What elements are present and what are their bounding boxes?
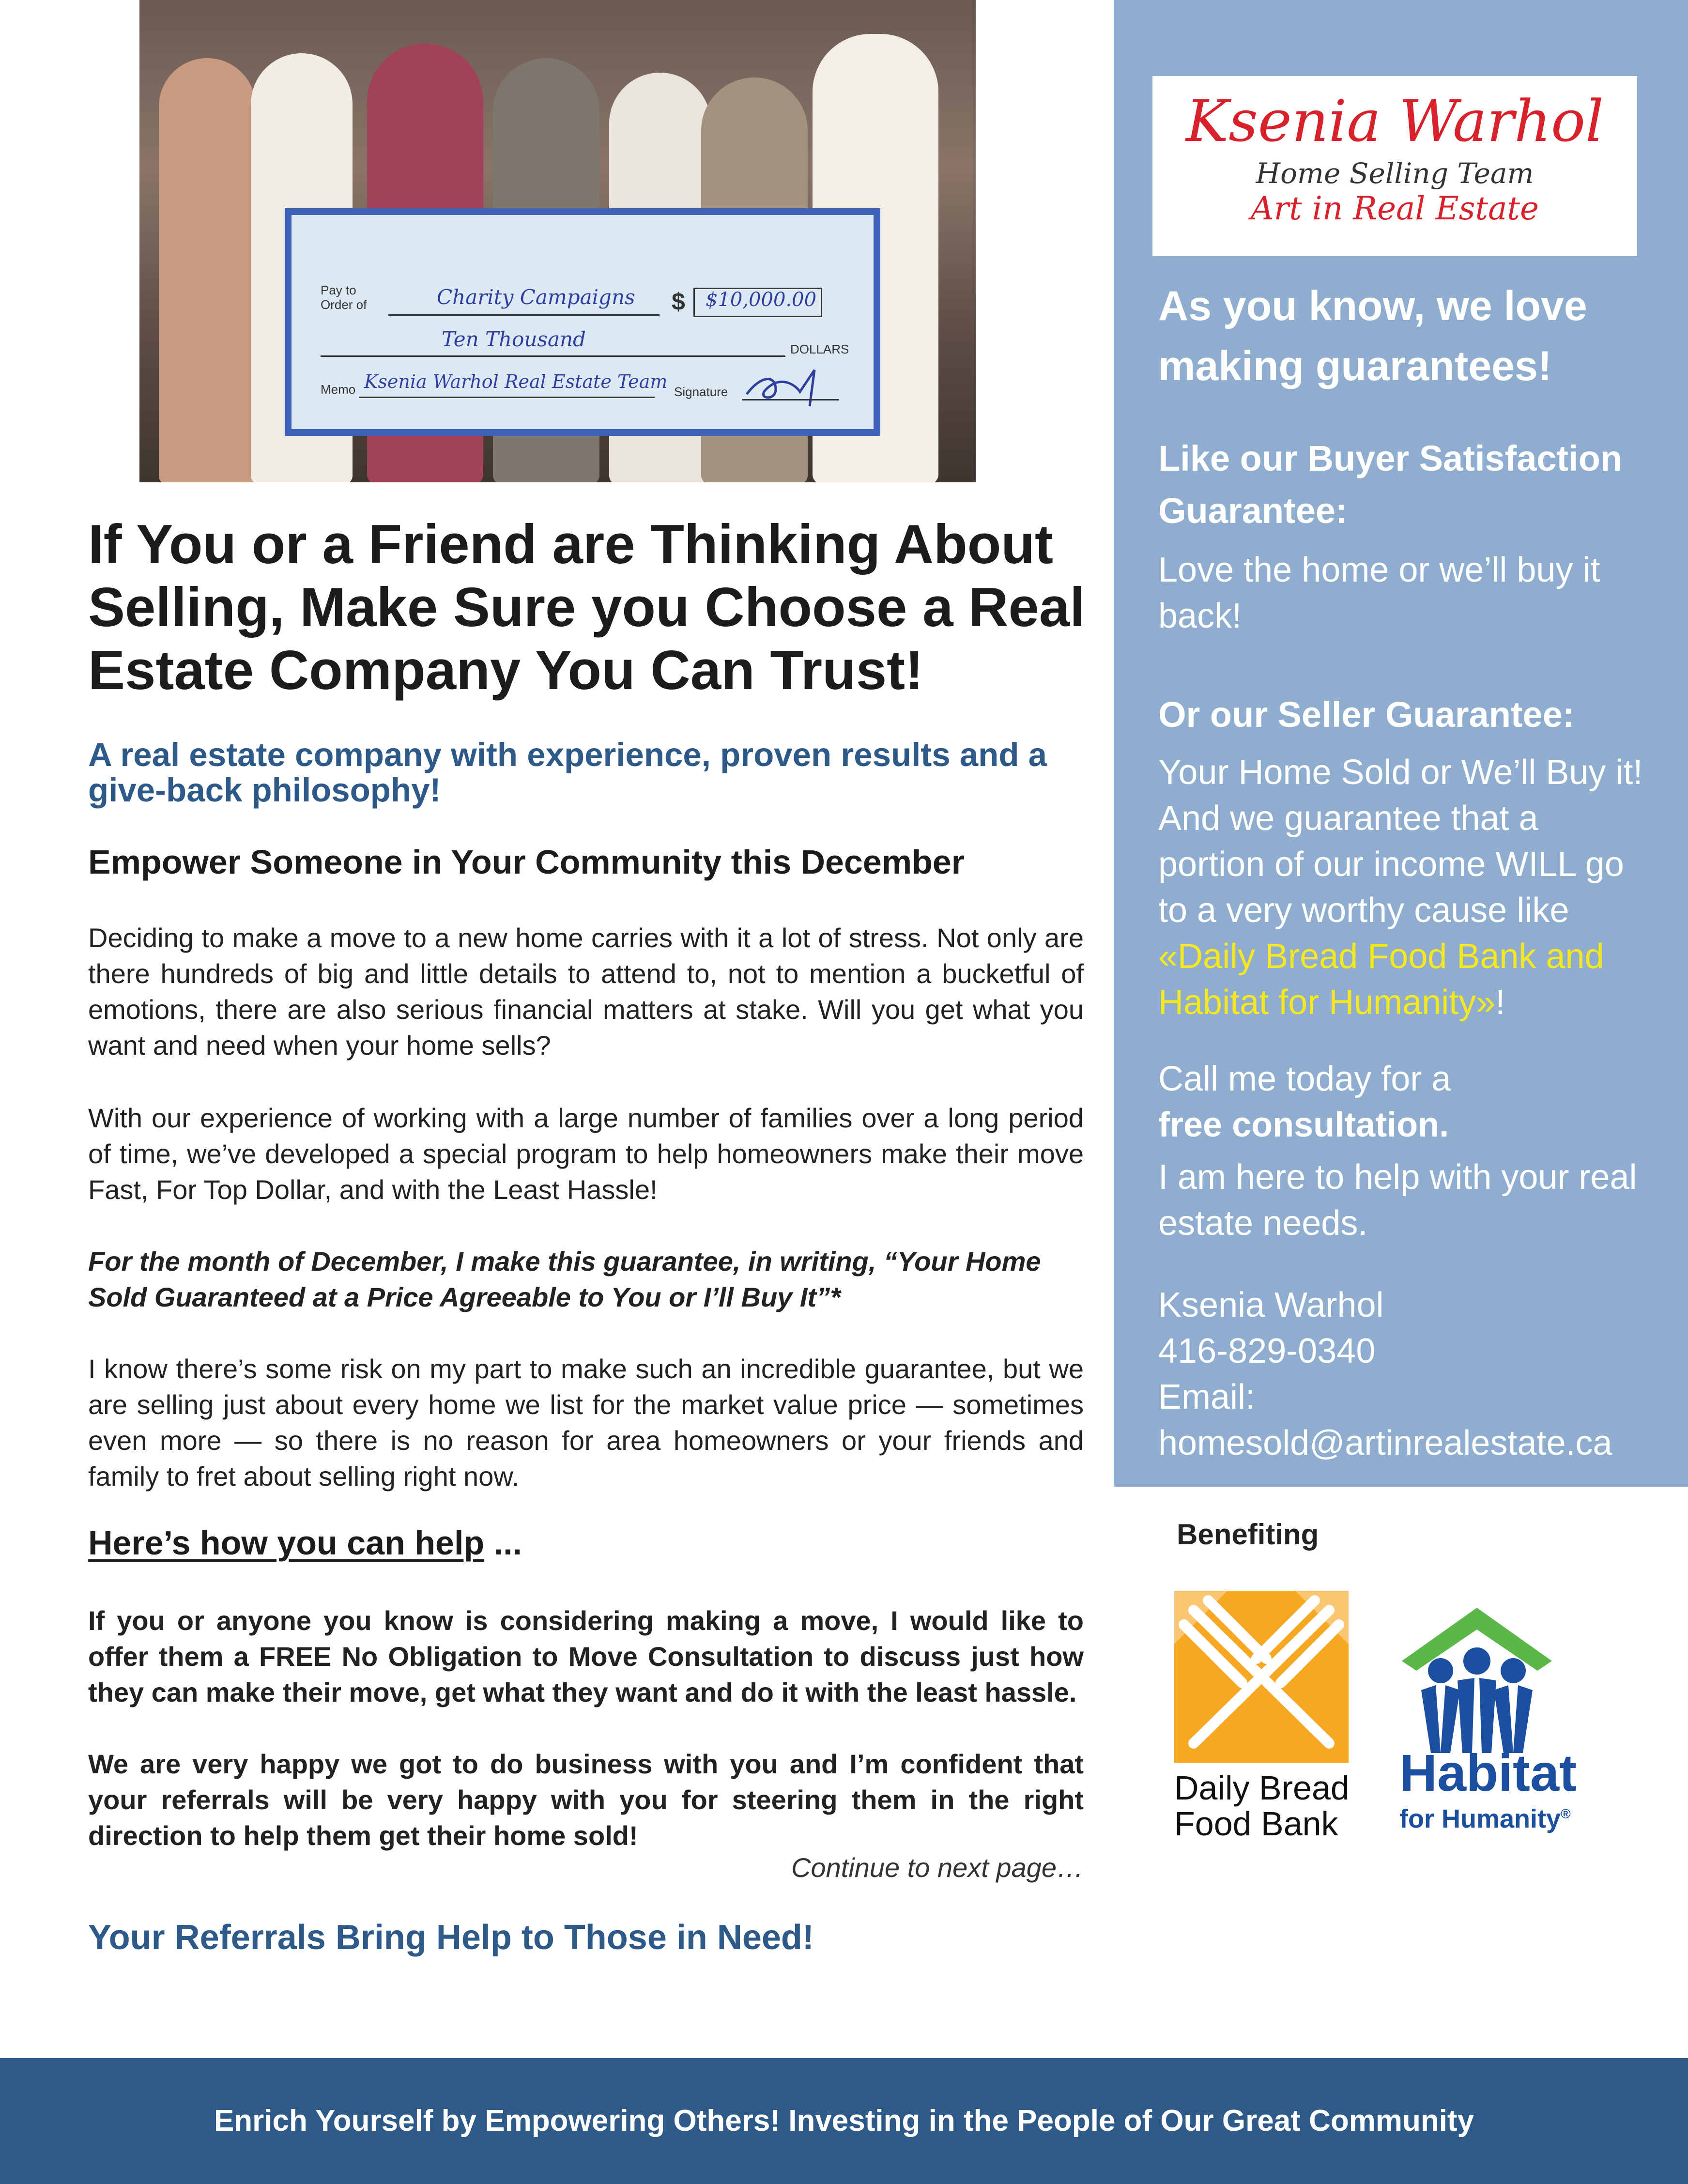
call-bold: free consultation. xyxy=(1158,1106,1449,1144)
habitat-subtext xyxy=(1399,1799,1603,1833)
logo-brand-name: Ksenia Warhol xyxy=(1186,88,1604,154)
buyer-guarantee-text: Love the home or we’ll buy it back! xyxy=(1158,551,1600,635)
contact-email-label: Email: xyxy=(1158,1378,1256,1416)
daily-bread-logo-icon xyxy=(1174,1591,1349,1763)
paragraph-experience: With our experience of working with a large number of families over a long period of time, we’ve developed a special program to help homeowners make their move Fast, For Top Dollar, and with the Least Hassle! xyxy=(88,1103,1084,1205)
seller-guarantee-text xyxy=(1158,750,1652,1026)
call-to-action xyxy=(1158,1056,1652,1148)
check-signature-label: Signature xyxy=(674,385,728,399)
logo-tagline: Art in Real Estate xyxy=(1251,190,1539,227)
help-heading xyxy=(88,1523,522,1563)
brand-logo xyxy=(1152,76,1637,256)
benefiting-label: Benefiting xyxy=(1177,1518,1319,1551)
contact-name: Ksenia Warhol xyxy=(1158,1286,1384,1324)
continue-note: Continue to next page… xyxy=(791,1852,1084,1883)
footer-banner: Enrich Yourself by Empowering Others! Investing in the People of Our Great Community xyxy=(0,2058,1688,2184)
check-pay-to-label: Pay to Order of xyxy=(321,283,367,312)
habitat-name xyxy=(1399,1743,1603,1833)
help-heading-ellipsis: ... xyxy=(484,1524,522,1562)
habitat-subtext-label: for Humanity xyxy=(1399,1804,1561,1833)
help-text: I am here to help with your real estate needs. xyxy=(1158,1158,1637,1243)
check-signature-scribble xyxy=(742,365,834,409)
call-text: Call me today for a xyxy=(1158,1060,1451,1098)
habitat-logo-icon xyxy=(1392,1598,1562,1758)
seller-guarantee-heading: Or our Seller Guarantee: xyxy=(1158,694,1575,735)
section-title: Empower Someone in Your Community this December xyxy=(88,843,965,881)
help-paragraph-consultation: If you or anyone you know is considering making a move, I would like to offer them a FREE No Obligation to Move Consultation to discuss just how they can make their move, get what they want and do it with the least hassle. xyxy=(88,1605,1084,1707)
check-payee-line xyxy=(388,314,660,316)
check-memo: Ksenia Warhol Real Estate Team xyxy=(364,371,668,392)
habitat-wordmark: Habitat xyxy=(1399,1743,1577,1802)
guarantee-statement: For the month of December, I make this guarantee, in writing, “Your Home Sold Guaranteed at a Price Agreeable to You or I’ll Buy It”* xyxy=(88,1246,1041,1312)
contact-phone: 416-829-0340 xyxy=(1158,1332,1376,1370)
help-paragraph-referrals: We are very happy we got to do business with you and I’m confident that your referrals will be very happy with you for steering them in the right direction to help them get their home sold! xyxy=(88,1749,1084,1851)
check-words-line xyxy=(321,355,785,357)
contact-info xyxy=(1158,1282,1652,1466)
habitat-registered-mark: ® xyxy=(1561,1806,1571,1821)
check-payee: Charity Campaigns xyxy=(437,285,635,309)
check-currency-symbol: $ xyxy=(672,288,685,315)
check-memo-label: Memo xyxy=(321,382,356,397)
paragraph-stress: Deciding to make a move to a new home carries with it a lot of stress. Not only are there hundreds of big and little details to attend to, not to mention a bucketful of emotions, there are also serious financial matters at stake. Will you get what you want and need when your home sells? xyxy=(88,923,1084,1061)
check-amount-words: Ten Thousand xyxy=(442,327,586,351)
photo-person xyxy=(159,58,256,482)
logo-team: Home Selling Team xyxy=(1256,157,1534,190)
check-amount: $10,000.00 xyxy=(706,289,817,311)
page-headline: If You or a Friend are Thinking About Selling, Make Sure you Choose a Real Estate Company You Can Trust! xyxy=(88,514,1085,701)
seller-guarantee-body: Your Home Sold or We’ll Buy it! And we guarantee that a portion of our income WILL go to a very worthy cause like xyxy=(1158,753,1643,930)
check-signature-line xyxy=(742,399,839,400)
subheadline: A real estate company with experience, proven results and a give-back philosophy! xyxy=(88,736,1047,809)
charity-highlight: «Daily Bread Food Bank and Habitat for Humanity» xyxy=(1158,937,1604,1022)
help-heading-text: Here’s how you can help xyxy=(88,1524,485,1562)
buyer-guarantee-heading: Like our Buyer Satisfaction Guarantee: xyxy=(1158,438,1623,531)
team-photo xyxy=(139,0,976,482)
daily-bread-name: Daily Bread Food Bank xyxy=(1174,1769,1350,1843)
charity-check xyxy=(285,208,880,436)
paragraph-risk: I know there’s some risk on my part to make such an incredible guarantee, but we are selling just about every home we list for the market value price — sometimes even more — so there is no reason for area homeowners or your friends and family to fret about selling right now. xyxy=(88,1353,1084,1492)
sidebar-intro: As you know, we love making guarantees! xyxy=(1158,283,1587,389)
check-memo-line xyxy=(359,397,655,398)
seller-guarantee-end: ! xyxy=(1495,983,1505,1022)
check-dollars-label: DOLLARS xyxy=(790,342,849,356)
contact-email[interactable]: homesold@artinrealestate.ca xyxy=(1158,1424,1612,1462)
referrals-title: Your Referrals Bring Help to Those in Need! xyxy=(88,1918,814,1957)
